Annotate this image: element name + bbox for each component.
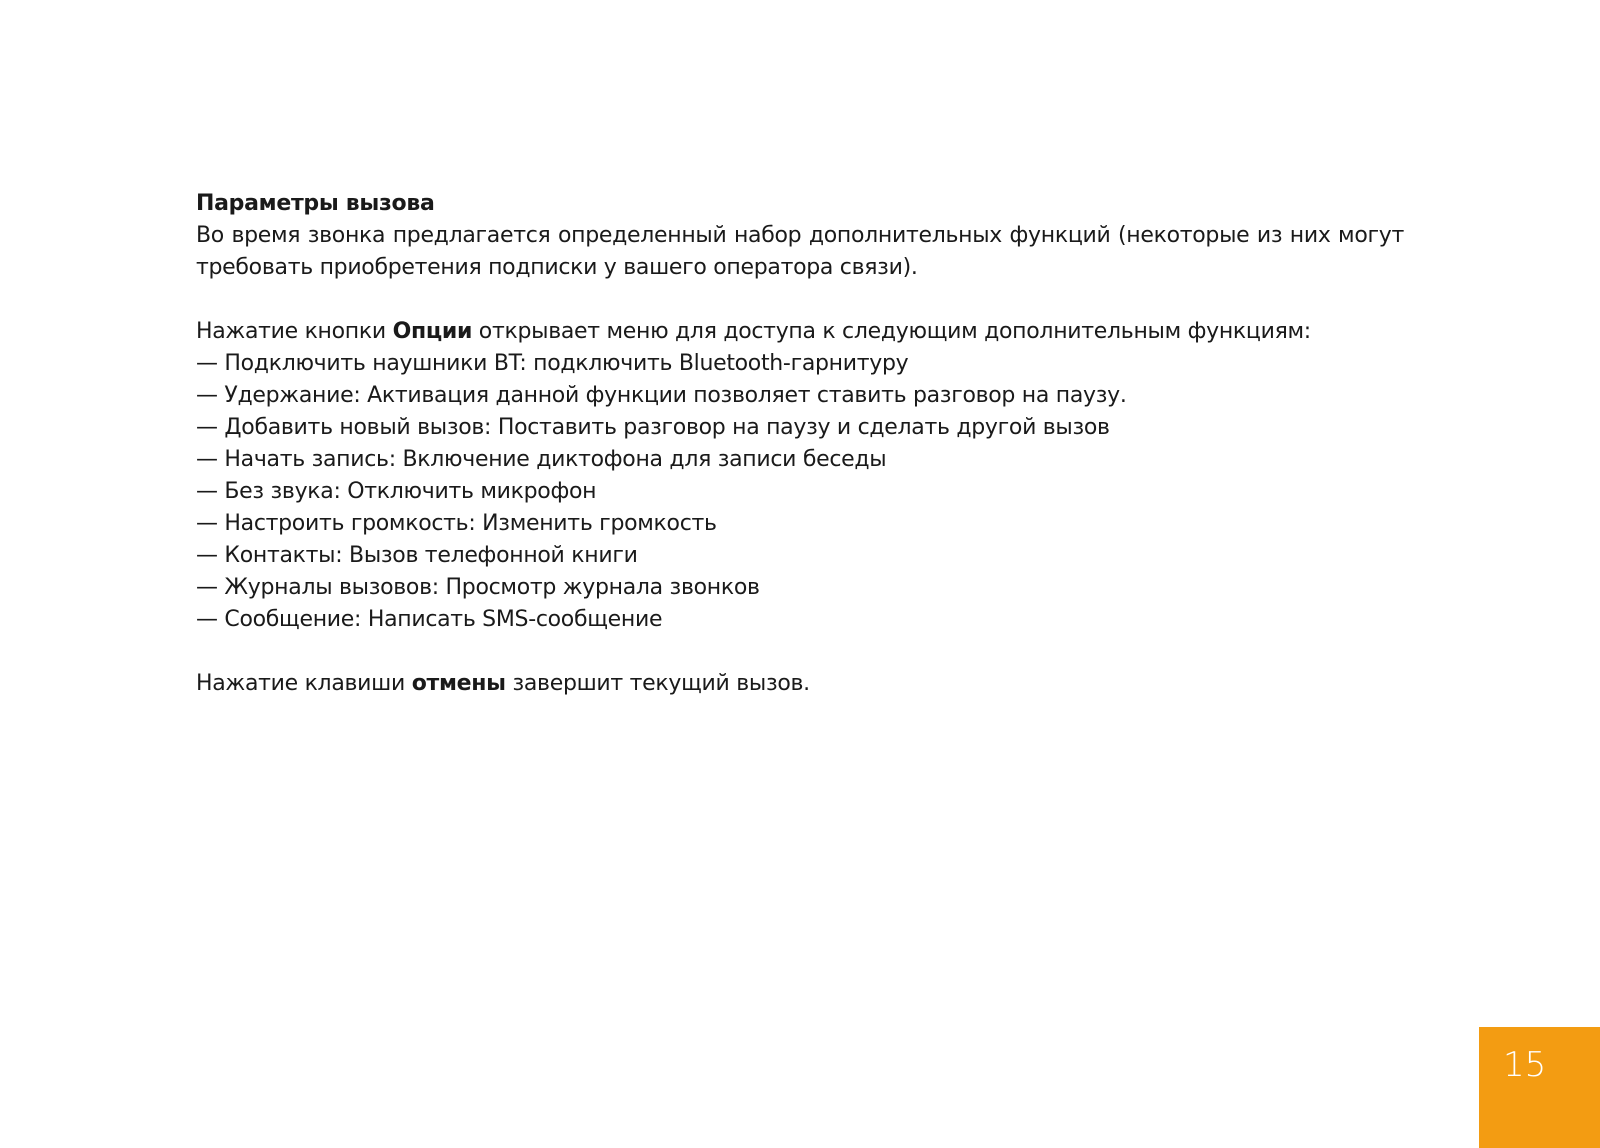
list-item: — Сообщение: Написать SMS-сообщение [196,607,663,632]
list-item: — Журналы вызовов: Просмотр журнала звонков [196,575,760,600]
options-lead [196,316,1404,348]
list-item: — Без звука: Отключить микрофон [196,479,597,504]
list-item: — Подключить наушники BT: подключить Bluetooth-гарнитуру [196,351,909,376]
section-title: Параметры вызова [196,191,435,216]
intro-paragraph: Во время звонка предлагается определенный набор дополнительных функций (некоторые из них могут требовать приобретения подписки у вашего оператора связи). [196,223,1404,280]
list-item: — Настроить громкость: Изменить громкость [196,511,717,536]
page-number-badge [1479,1027,1600,1148]
cancel-key-name: отмены [411,671,506,696]
options-lead-after: открывает меню для доступа к следующим дополнительным функциям: [472,319,1311,344]
document-body [196,188,1404,700]
page-number: 15 [1503,1045,1547,1085]
list-item: — Начать запись: Включение диктофона для записи беседы [196,447,887,472]
list-item: — Удержание: Активация данной функции позволяет ставить разговор на паузу. [196,383,1127,408]
spacer [196,636,1404,668]
options-button-name: Опции [392,319,473,344]
list-item: — Контакты: Вызов телефонной книги [196,543,638,568]
spacer [196,284,1404,316]
options-lead-before: Нажатие кнопки [196,319,393,344]
cancel-before: Нажатие клавиши [196,671,412,696]
list-item: — Добавить новый вызов: Поставить разговор на паузу и сделать другой вызов [196,415,1110,440]
cancel-paragraph [196,668,1404,700]
cancel-after: завершит текущий вызов. [505,671,810,696]
